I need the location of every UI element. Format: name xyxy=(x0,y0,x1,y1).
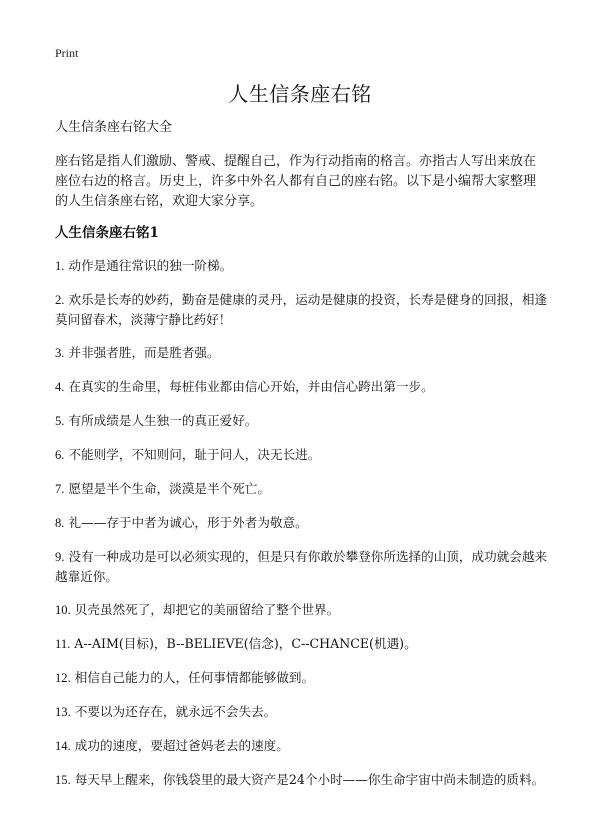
list-item xyxy=(55,634,548,654)
list-item xyxy=(55,479,548,499)
document-body xyxy=(55,119,548,804)
item-number: 10. xyxy=(55,603,71,617)
list-item xyxy=(55,256,548,276)
item-text: 礼——存于中者为诚心，形于外者为敬意。 xyxy=(68,515,308,530)
item-number: 1. xyxy=(55,259,65,273)
item-number: 15. xyxy=(55,773,71,787)
page-title: 人生信条座右铭 xyxy=(228,82,372,106)
list-item xyxy=(55,343,548,363)
item-text: 在真实的生命里，每桩伟业都由信心开始，并由信心跨出第一步。 xyxy=(68,379,434,394)
item-number: 14. xyxy=(55,739,71,753)
list-item xyxy=(55,513,548,533)
item-number: 5. xyxy=(55,414,65,428)
intro-paragraph: 座右铭是指人们激励、警戒、提醒自己，作为行动指南的格言。亦指古人写出来放在座位右边的格言。历史上，许多中外名人都有自己的座右铭。以下是小编帮大家整理的人生信条座右铭，欢迎大家分享。 xyxy=(55,154,537,209)
item-text: 成功的速度，要超过爸妈老去的速度。 xyxy=(74,738,289,753)
item-text: 不能则学，不知则问，耻于问人，决无长进。 xyxy=(68,447,321,462)
item-text: 欢乐是长寿的妙药，勤奋是健康的灵丹，运动是健康的投资，长寿是健身的回报，相逢莫问留春术，淡薄宁静比药好！ xyxy=(55,292,548,327)
item-number: 9. xyxy=(55,550,65,564)
item-number: 13. xyxy=(55,705,71,719)
item-text: 并非强者胜，而是胜者强。 xyxy=(68,345,220,360)
list-item xyxy=(55,411,548,431)
document-subtitle: 人生信条座右铭大全 xyxy=(55,120,173,135)
list-item xyxy=(55,702,548,722)
list-item xyxy=(55,445,548,465)
list-item xyxy=(55,736,548,756)
item-text: 动作是通往常识的独一阶梯。 xyxy=(68,258,233,273)
item-number: 11. xyxy=(55,637,71,651)
list-item xyxy=(55,290,548,329)
item-number: 3. xyxy=(55,346,65,360)
item-number: 6. xyxy=(55,448,65,462)
item-text: 没有一种成功是可以必须实现的，但是只有你敢於攀登你所选择的山顶，成功就会越来越靠近你。 xyxy=(55,549,548,584)
item-number: 4. xyxy=(55,380,65,394)
list-item xyxy=(55,547,548,586)
item-text: 不要以为还存在，就永远不会失去。 xyxy=(74,704,277,719)
item-number: 12. xyxy=(55,671,71,685)
item-text: 贝壳虽然死了，却把它的美丽留给了整个世界。 xyxy=(74,602,340,617)
item-number: 8. xyxy=(55,516,65,530)
item-text: 有所成绩是人生独一的真正爱好。 xyxy=(68,413,258,428)
print-link[interactable]: Print xyxy=(55,46,79,60)
list-item xyxy=(55,770,548,790)
item-text: A--AIM(目标)，B--BELIEVE(信念)，C--CHANCE(机遇)。 xyxy=(74,636,417,651)
item-text: 愿望是半个生命，淡漠是半个死亡。 xyxy=(68,481,270,496)
item-text: 相信自己能力的人，任何事情都能够做到。 xyxy=(74,670,315,685)
list-item xyxy=(55,377,548,397)
list-item xyxy=(55,668,548,688)
item-text: 每天早上醒来，你钱袋里的最大资产是24个小时——你生命宇宙中尚未制造的质料。 xyxy=(74,772,545,787)
section-heading: 人生信条座右铭1 xyxy=(55,225,159,241)
item-number: 2. xyxy=(55,293,65,307)
motto-list xyxy=(55,256,548,790)
item-number: 7. xyxy=(55,482,65,496)
list-item xyxy=(55,600,548,620)
